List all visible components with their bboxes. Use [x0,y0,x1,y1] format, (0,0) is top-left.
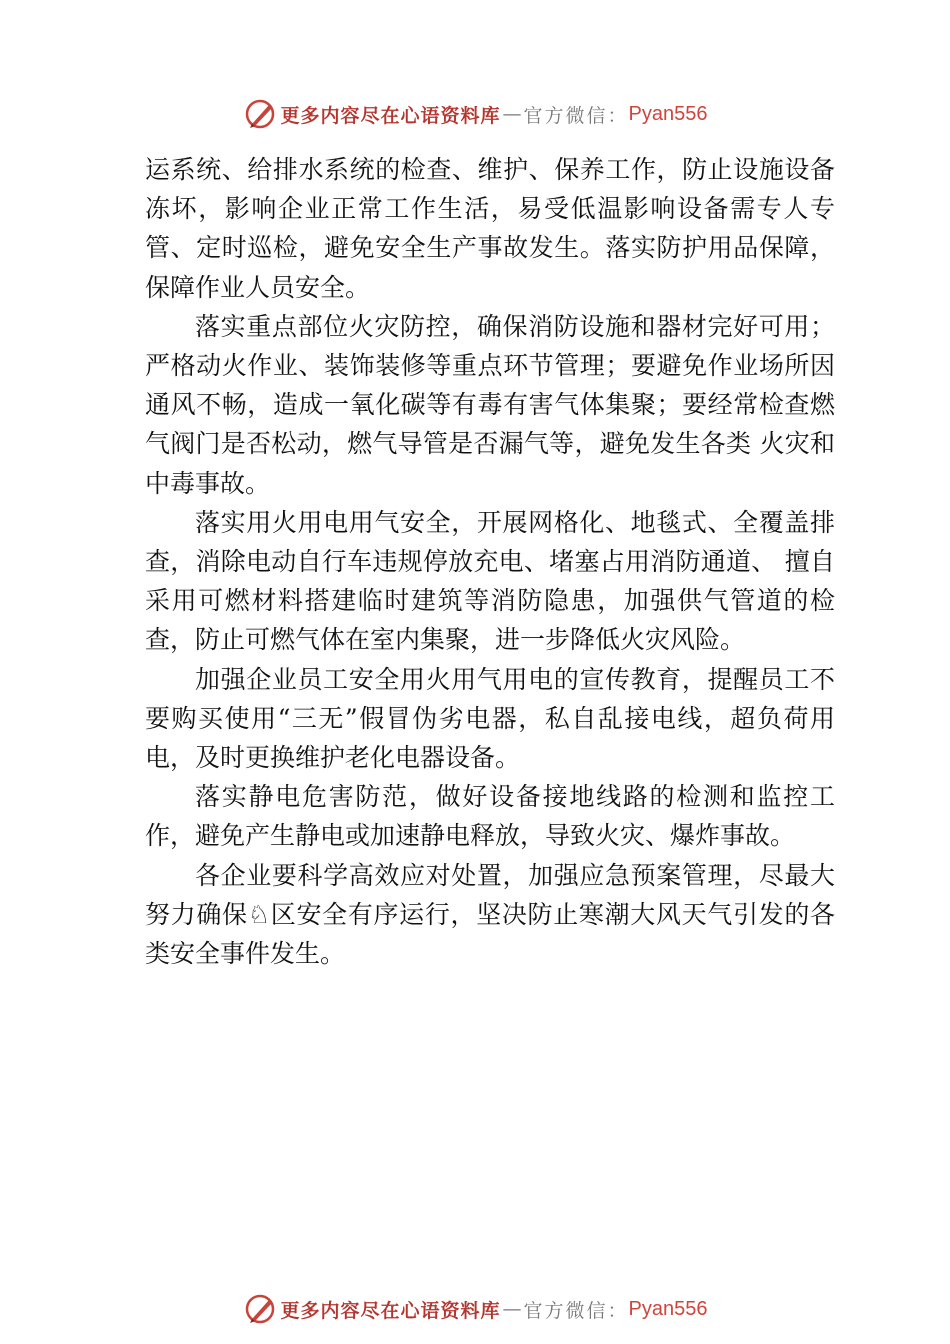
pen-logo-icon [243,1292,277,1326]
paragraph: 各企业要科学高效应对处置，加强应急预案管理，尽最大努力确保♘区安全有序运行，坚决防止寒潮大风天气引发的各类安全事件发生。 [145,860,835,969]
document-body [145,150,835,973]
wechat-label: 官方微信： [523,1299,629,1322]
banner-title: 更多内容尽在心语资料库 [280,104,501,127]
wechat-id: Pyan556 [628,1297,708,1320]
banner-title: 更多内容尽在心语资料库 [280,1299,501,1322]
header-banner [0,94,950,134]
wechat-label: 官方微信： [523,104,629,127]
paragraph: 运系统、给排水系统的检查、维护、保养工作，防止设施设备冻坏，影响企业正常工作生活，易受低温影响设备需专人专管、定时巡检，避免安全生产事故发生。落实防护用品保障，保障作业人员安全。 [145,155,835,302]
wechat-id: Pyan556 [628,102,708,125]
paragraph: 落实重点部位火灾防控，确保消防设施和器材完好可用；严格动火作业、装饰装修等重点环节管理；要避免作业场所因通风不畅，造成一氧化碳等有毒有害气体集聚；要经常检查燃气阀门是否松动，燃气导管是否漏气等，避免发生各类 火灾和中毒事故。 [145,311,835,498]
paragraph: 落实静电危害防范，做好设备接地线路的检测和监控工作，避免产生静电或加速静电释放，导致火灾、爆炸事故。 [145,782,835,851]
pen-logo-icon [243,97,277,131]
paragraph: 落实用火用电用气安全，开展网格化、地毯式、全覆盖排查，消除电动自行车违规停放充电、堵塞占用消防通道、 擅自采用可燃材料搭建临时建筑等消防隐患，加强供气管道的检查，防止可燃气体在室内集聚，进一步降低火灾风险。 [145,507,835,655]
footer-banner [0,1289,950,1329]
paragraph: 加强企业员工安全用火用气用电的宣传教育，提醒员工不要购买使用“三无”假冒伪劣电器，私自乱接电线，超负荷用电，及时更换维护老化电器设备。 [145,664,835,773]
banner-separator: — [502,1298,522,1320]
banner-separator: — [502,103,522,125]
